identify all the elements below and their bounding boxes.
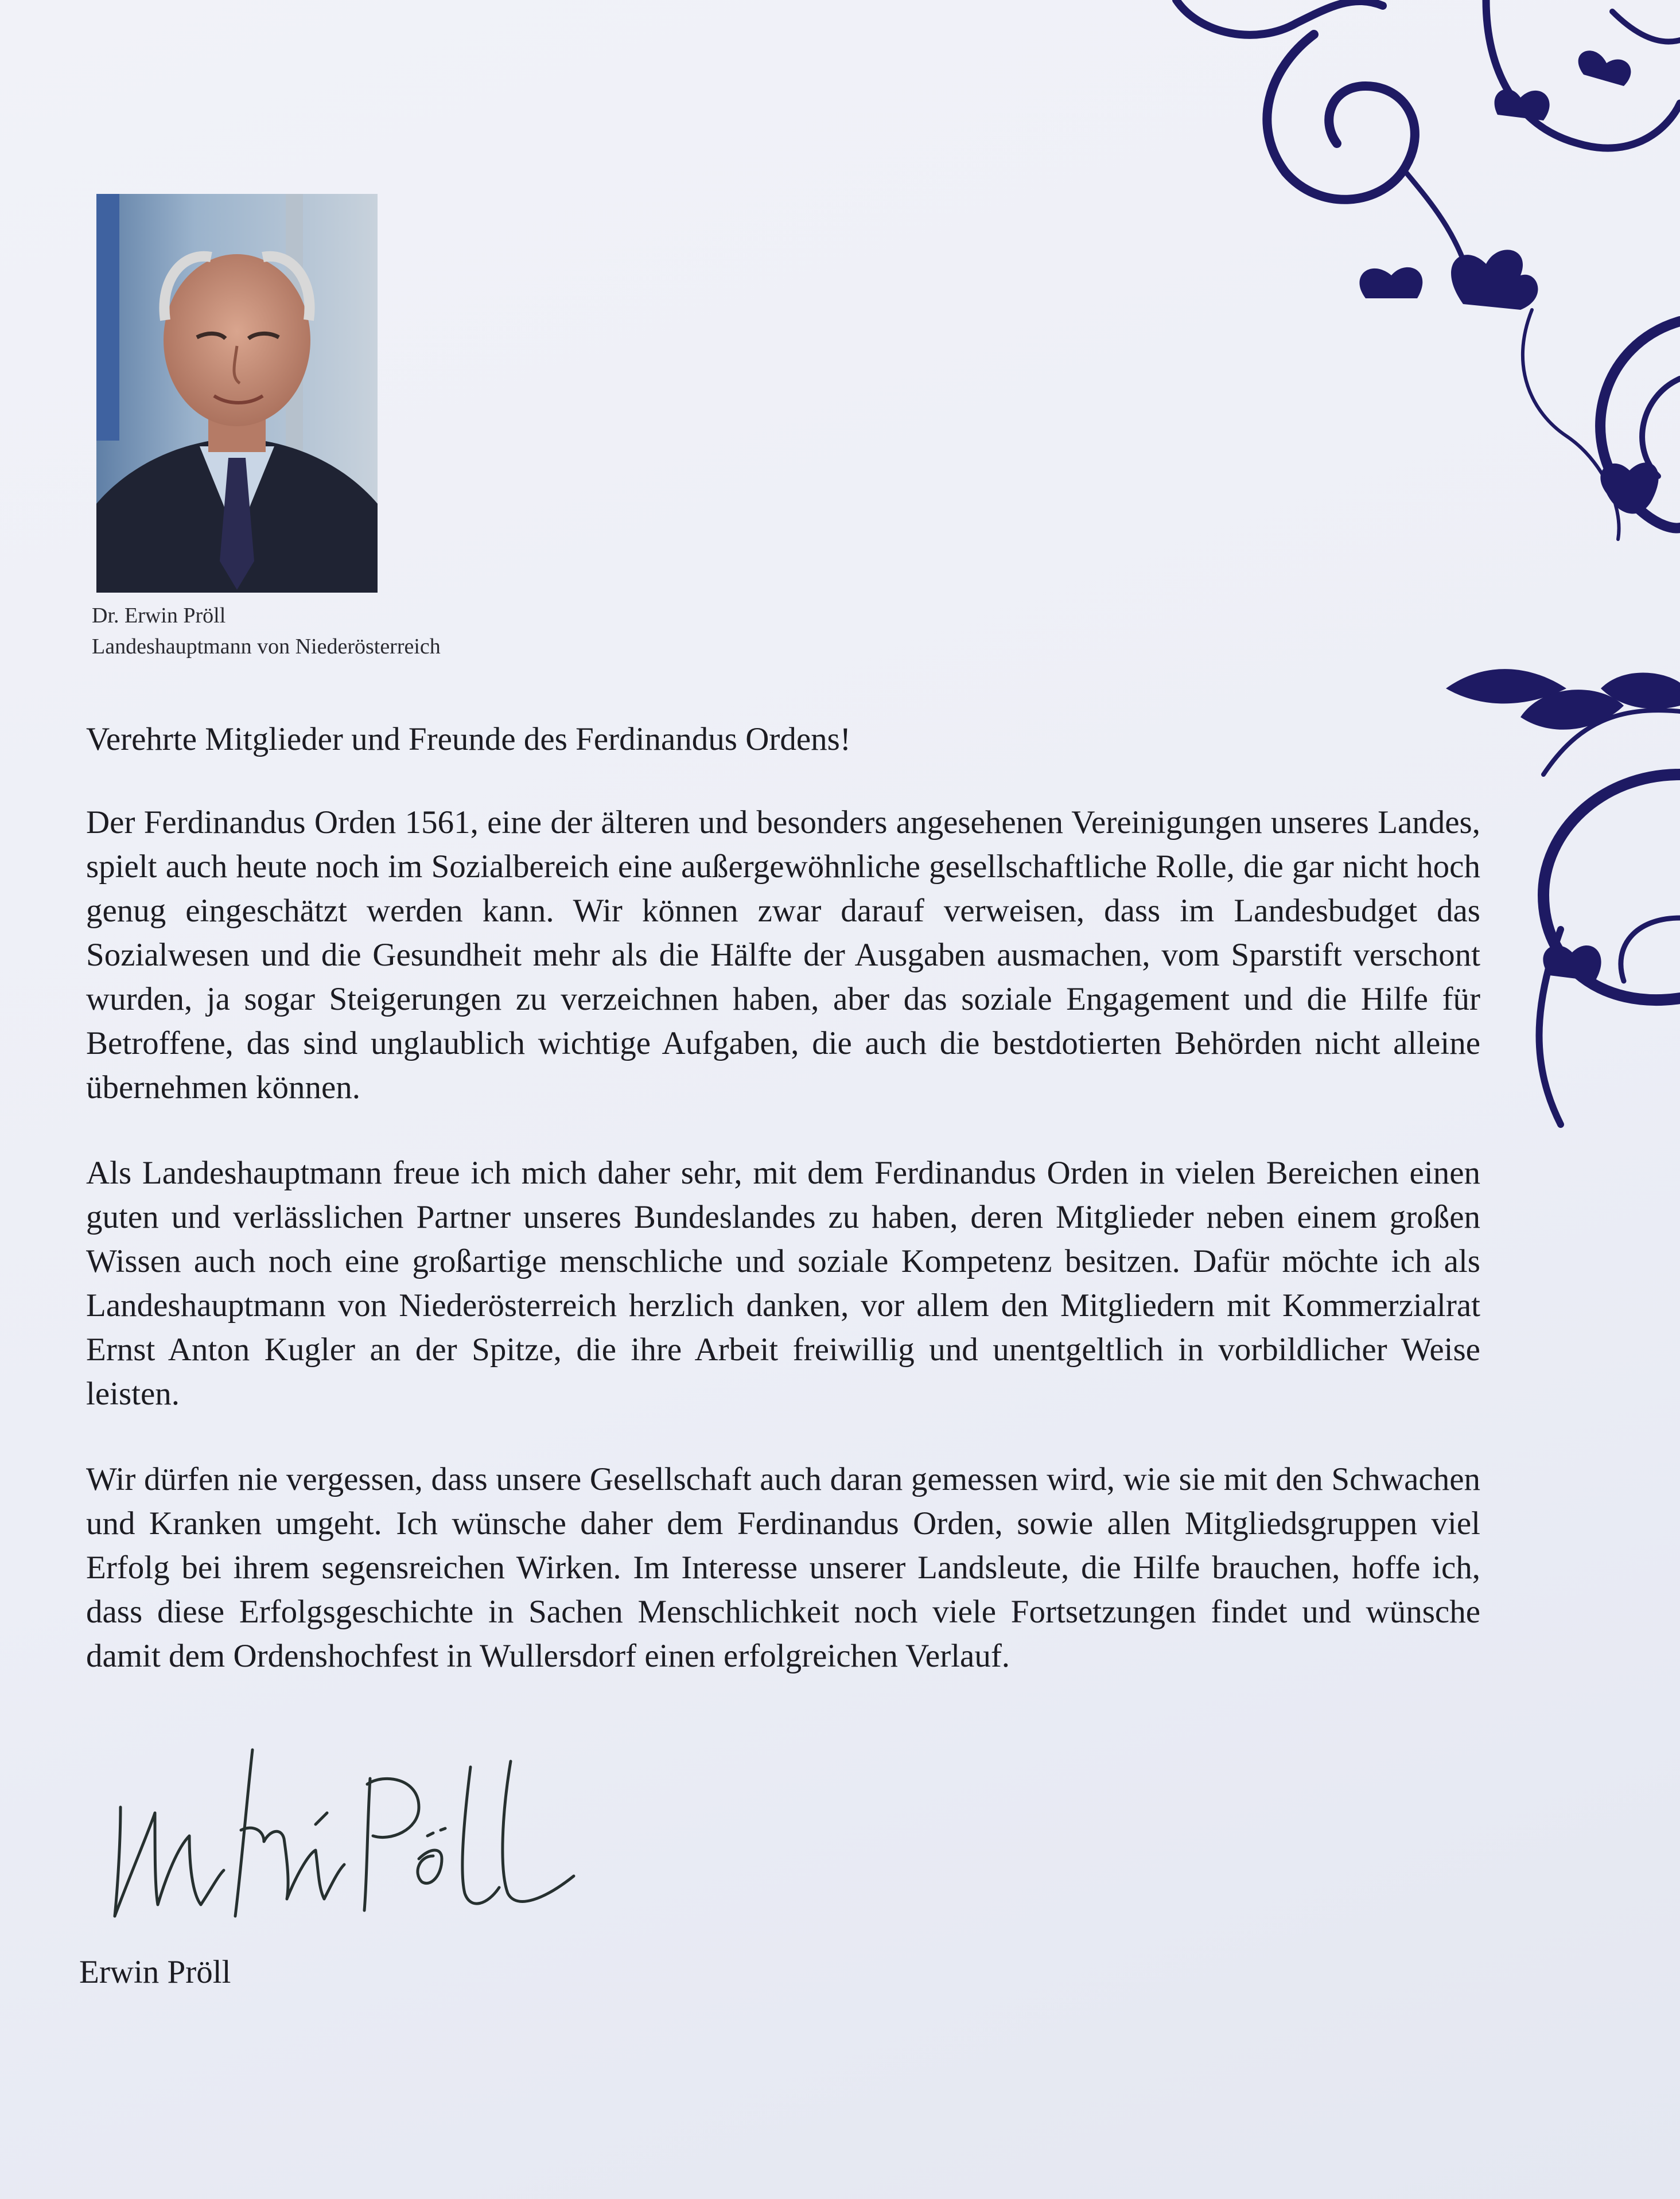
paragraph-3: Wir dürfen nie vergessen, dass unsere Gesellschaft auch daran gemessen wird, wie sie mit den Schwachen und Kranken umgeht. Ich wünsche daher dem Ferdinandus Orden, sowie allen Mitgliedsgruppen viel Erfolg bei ihrem segensreichen Wirken. Im Interesse unserer Landsleute, die Hilfe brauchen, hoffe ich, dass diese Erfolgsgeschichte in Sachen Menschlichkeit noch viele Fortsetzungen findet und wünsche damit dem Ordenshochfest in Wullersdorf einen erfolgreichen Verlauf. xyxy=(86,1461,1480,1674)
salutation: Verehrte Mitglieder und Freunde des Ferdinandus Ordens! xyxy=(86,721,851,757)
caption-name: Dr. Erwin Pröll xyxy=(92,604,226,628)
paragraph-2: Als Landeshauptmann freue ich mich daher sehr, mit dem Ferdinandus Orden in vielen Bereichen einen guten und verlässlichen Partner unseres Bundeslandes zu haben, deren Mitglieder neben einem großen Wissen auch noch eine großartige menschliche und soziale Kompetenz besitzen. Dafür möchte ich als Landeshauptmann von Niederösterreich herzlich danken, vor allem den Mitgliedern mit Kommerzialrat Ernst Anton Kugler an der Spitze, die ihre Arbeit freiwillig und unentgeltlich in vorbildlicher Weise leisten. xyxy=(86,1155,1480,1412)
signer-name: Erwin Pröll xyxy=(79,1954,231,1990)
caption-title: Landeshauptmann von Niederösterreich xyxy=(92,635,441,659)
portrait-illustration xyxy=(96,194,378,593)
photo-caption xyxy=(92,600,441,662)
paragraph-1: Der Ferdinandus Orden 1561, eine der älteren und besonders angesehenen Vereinigungen unseres Landes, spielt auch heute noch im Sozialbereich eine außergewöhnliche gesellschaftliche Rolle, die gar nicht hoch genug eingeschätzt werden kann. Wir können zwar darauf verweisen, dass im Landesbudget das Sozialwesen und die Gesundheit mehr als die Hälfte der Ausgaben ausmachen, vom Sparstift verschont wurden, ja sogar Steigerungen zu verzeichnen haben, aber das soziale Engagement und die Hilfe für Betroffene, das sind unglaublich wichtige Aufgaben, die auch die bestdotierten Behörden nicht alleine übernehmen können. xyxy=(86,804,1480,1106)
letter-body xyxy=(86,717,1480,1719)
handwritten-signature xyxy=(98,1744,591,1933)
portrait-photo xyxy=(96,194,378,593)
